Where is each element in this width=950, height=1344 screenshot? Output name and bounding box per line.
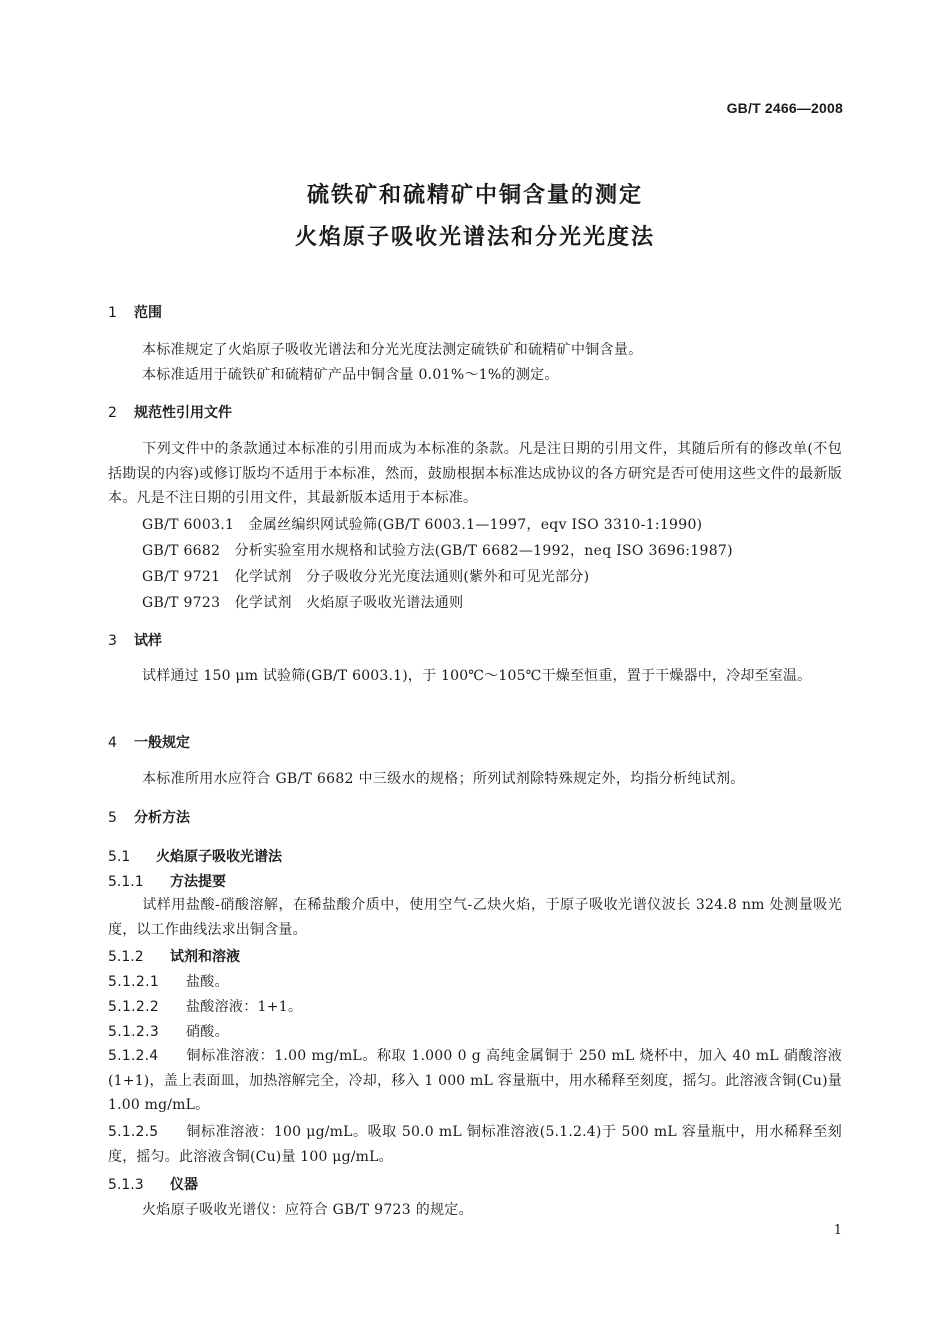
- reagent-item: [108, 1044, 842, 1118]
- section-5-1-1-paragraph: [108, 893, 842, 942]
- section-number: 5: [108, 810, 117, 826]
- section-number: 1: [108, 305, 117, 321]
- item-text: 硝酸。: [186, 1024, 229, 1040]
- reagent-item: [108, 996, 302, 1016]
- reference-item: GB/T 9723 化学试剂 火焰原子吸收光谱法通则: [142, 595, 464, 611]
- paragraph-text: 试样通过 150 μm 试验筛(GB/T 6003.1)，于 100℃～105℃干燥至恒重，置于干燥器中，冷却至室温。: [142, 668, 812, 684]
- section-4-paragraph: 本标准所用水应符合 GB/T 6682 中三级水的规格；所列试剂除特殊规定外，均指分析纯试剂。: [142, 771, 745, 787]
- section-2-heading: [108, 402, 232, 422]
- item-text: 盐酸溶液：1+1。: [186, 999, 303, 1015]
- section-title: 试样: [134, 633, 162, 649]
- section-title: 试剂和溶液: [170, 949, 240, 965]
- section-5-heading: [108, 807, 190, 827]
- section-number: 5.1.1: [108, 874, 144, 890]
- section-number: 5.1.3: [108, 1177, 144, 1193]
- section-title: 分析方法: [134, 810, 190, 826]
- item-number: 5.1.2.3: [108, 1024, 160, 1040]
- section-number: 4: [108, 735, 117, 751]
- item-text: 铜标准溶液：100 μg/mL。吸取 50.0 mL 铜标准溶液(5.1.2.4)于 500 mL 容量瓶中，用水稀释至刻度，摇匀。此溶液含铜(Cu)量 100 μg/mL。: [108, 1124, 842, 1165]
- reference-item: GB/T 9721 化学试剂 分子吸收分光光度法通则(紫外和可见光部分): [142, 569, 590, 585]
- section-5-1-1-heading: [108, 871, 226, 891]
- section-1-paragraph-1: 本标准规定了火焰原子吸收光谱法和分光光度法测定硫铁矿和硫精矿中铜含量。: [142, 342, 643, 358]
- section-2-paragraph: [108, 437, 842, 511]
- item-text: 盐酸。: [186, 974, 229, 990]
- reference-item: GB/T 6682 分析实验室用水规格和试验方法(GB/T 6682—1992，neq ISO 3696:1987): [142, 543, 733, 559]
- reagent-item: [108, 1021, 229, 1041]
- section-number: 5.1.2: [108, 949, 144, 965]
- section-title: 方法提要: [170, 874, 226, 890]
- section-1-paragraph-2: 本标准适用于硫铁矿和硫精矿产品中铜含量 0.01%～1%的测定。: [142, 367, 559, 383]
- section-3-paragraph: [108, 664, 842, 689]
- document-title-line2: 火焰原子吸收光谱法和分光光度法: [294, 225, 655, 250]
- section-title: 范围: [134, 305, 162, 321]
- document-title-line1: 硫铁矿和硫精矿中铜含量的测定: [306, 183, 643, 208]
- reagent-item: [108, 971, 229, 991]
- page-number: 1: [833, 1223, 842, 1238]
- section-title: 火焰原子吸收光谱法: [156, 849, 282, 865]
- section-number: 3: [108, 633, 117, 649]
- standard-number: GB/T 2466—2008: [726, 100, 843, 116]
- section-5-1-heading: [108, 846, 282, 866]
- item-text: 铜标准溶液：1.00 mg/mL。称取 1.000 0 g 高纯金属铜于 250 mL 烧杯中，加入 40 mL 硝酸溶液(1+1)，盖上表面皿，加热溶解完全，冷却，移入 1 000 mL 容量瓶中，用水稀释至刻度，摇匀。此溶液含铜(Cu)量 1.00 mg/mL。: [108, 1048, 842, 1113]
- item-number: 5.1.2.4: [108, 1048, 159, 1064]
- section-5-1-3-heading: [108, 1174, 198, 1194]
- paragraph-text: 试样用盐酸-硝酸溶解，在稀盐酸介质中，使用空气-乙炔火焰，于原子吸收光谱仪波长 324.8 nm 处测量吸光度，以工作曲线法求出铜含量。: [108, 897, 842, 938]
- section-number: 5.1: [108, 849, 131, 865]
- section-title: 规范性引用文件: [134, 405, 232, 421]
- section-number: 2: [108, 405, 117, 421]
- item-number: 5.1.2.5: [108, 1124, 159, 1140]
- reagent-item: [108, 1120, 842, 1169]
- paragraph-text: 下列文件中的条款通过本标准的引用而成为本标准的条款。凡是注日期的引用文件，其随后所有的修改单(不包括勘误的内容)或修订版均不适用于本标准，然而，鼓励根据本标准达成协议的各方研究是否可使用这些文件的最新版本。凡是不注日期的引用文件，其最新版本适用于本标准。: [108, 441, 842, 506]
- section-5-1-2-heading: [108, 946, 240, 966]
- section-title: 一般规定: [134, 735, 190, 751]
- section-3-heading: [108, 630, 162, 650]
- reference-item: GB/T 6003.1 金属丝编织网试验筛(GB/T 6003.1—1997，eqv ISO 3310-1:1990): [142, 517, 703, 533]
- section-5-1-3-paragraph: 火焰原子吸收光谱仪：应符合 GB/T 9723 的规定。: [142, 1202, 473, 1218]
- section-title: 仪器: [170, 1177, 198, 1193]
- section-4-heading: [108, 732, 190, 752]
- item-number: 5.1.2.1: [108, 974, 160, 990]
- section-1-heading: [108, 302, 162, 322]
- item-number: 5.1.2.2: [108, 999, 160, 1015]
